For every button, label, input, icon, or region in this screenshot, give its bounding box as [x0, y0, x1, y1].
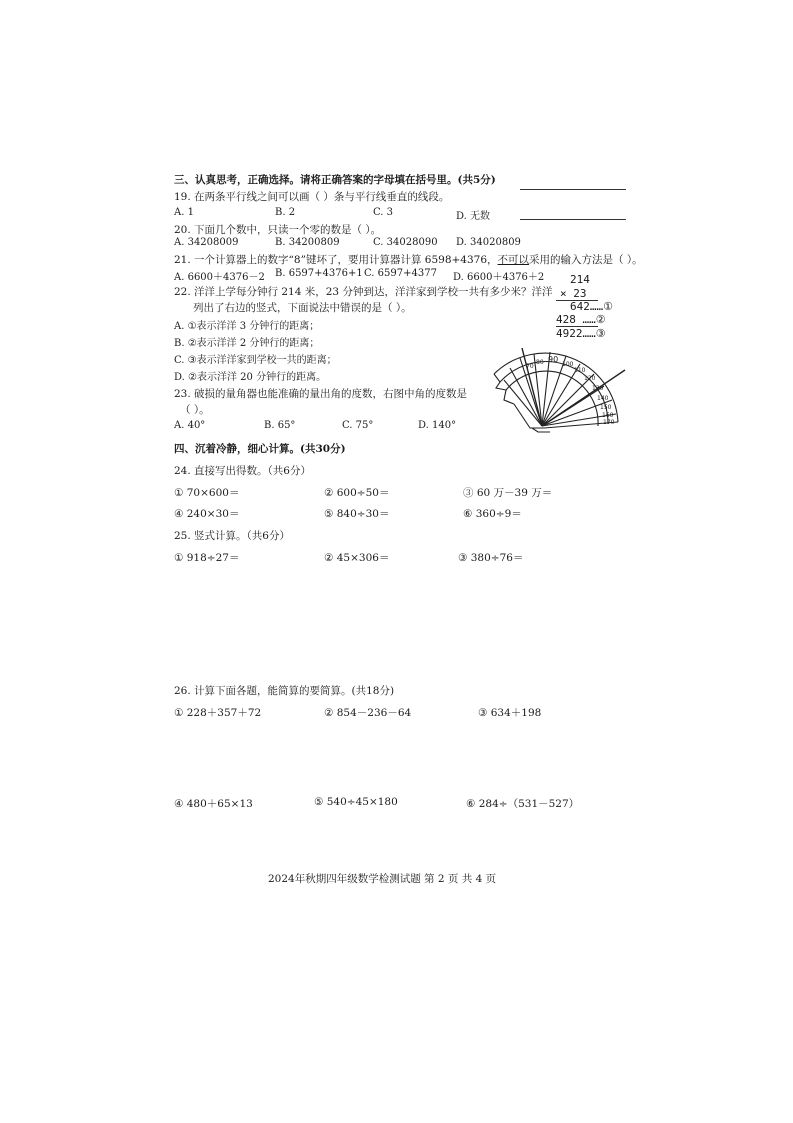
q20-option-d: D. 34020809 — [456, 237, 521, 248]
q19-option-d: D. 无数 — [456, 211, 491, 222]
score-line — [520, 189, 626, 190]
q21-option-b: B. 6597+4376+1 — [275, 268, 363, 279]
q25-item-1: ① 918÷27＝ — [174, 552, 240, 564]
q23-option-b: B. 65° — [264, 420, 296, 431]
q21-stem-part3: 采用的输入方法是（ ）。 — [529, 254, 643, 266]
protractor-label: 150 — [600, 404, 612, 411]
q26-item-3: ③ 634＋198 — [478, 707, 542, 719]
q19-option-c: C. 3 — [373, 207, 394, 218]
q24-item-4: ④ 240×30＝ — [174, 508, 240, 520]
section-4-title: 四、沉着冷静，细心计算。(共30分) — [174, 443, 346, 455]
q21-stem-part1: 21. 一个计算器上的数字“8”键坏了，要用计算器计算 6598+4376， — [174, 254, 498, 266]
q26-item-5: ⑤ 540÷45×180 — [314, 796, 398, 808]
q26-item-1: ① 228＋357＋72 — [174, 707, 262, 719]
protractor-label: 130 — [592, 385, 604, 392]
q20-stem: 20. 下面几个数中，只读一个零的数是（ ）。 — [174, 224, 382, 236]
section-3-title: 三、认真思考，正确选择。请将正确答案的字母填在括号里。(共5分) — [174, 174, 496, 186]
page-footer: 2024年秋期四年级数学检测试题 第 2 页 共 4 页 — [268, 873, 497, 885]
q20-option-a: A. 34208009 — [174, 237, 239, 248]
q21-option-c: C. 6597+4377 — [364, 268, 437, 279]
q22-option-c: C. ③表示洋洋家到学校一共的距离； — [174, 355, 337, 366]
q19-option-a: A. 1 — [174, 207, 194, 218]
q21-stem — [174, 252, 643, 267]
q23-stem-line1: 23. 破损的量角器也能准确的量出角的度数，右图中角的度数是 — [174, 388, 468, 400]
q20-option-c: C. 34028090 — [373, 237, 438, 248]
q21-emphasis: 不可以 — [497, 254, 530, 266]
protractor-label: 70 — [526, 363, 534, 370]
protractor-figure — [470, 340, 630, 440]
q24-item-6: ⑥ 360÷9＝ — [463, 508, 522, 520]
q23-option-d: D. 140° — [418, 420, 457, 431]
q26-item-6: ⑥ 284÷（531－527） — [466, 798, 580, 810]
q22-option-d: D. ②表示洋洋 20 分钟行的距离。 — [174, 372, 327, 383]
q26-item-4: ④ 480＋65×13 — [174, 798, 253, 810]
q22-option-a: A. ①表示洋洋 3 分钟行的距离； — [174, 321, 320, 332]
q21-option-a: A. 6600＋4376－2 — [174, 272, 265, 283]
vertical-calc-product: 4922……③ — [556, 327, 606, 340]
protractor-label: 110 — [574, 367, 586, 374]
q22-stem-line2: 列出了右边的竖式，下面说法中错误的是（ ）。 — [193, 302, 412, 314]
q23-option-a: A. 40° — [174, 420, 206, 431]
vertical-calc-multiplicand: 214 — [570, 273, 590, 286]
q19-option-b: B. 2 — [275, 207, 296, 218]
score-line — [520, 219, 626, 220]
q24-stem: 24. 直接写出得数。（共6分） — [174, 465, 311, 477]
q24-item-5: ⑤ 840÷30＝ — [324, 508, 390, 520]
q21-option-d: D. 6600＋4376＋2 — [453, 272, 545, 283]
protractor-label: 140 — [597, 395, 609, 402]
q24-item-3: ③ 60 万－39 万＝ — [463, 487, 553, 499]
q20-option-b: B. 34200809 — [275, 237, 340, 248]
protractor-label: 170 — [603, 419, 615, 426]
vertical-calc-multiplier: × 23 — [560, 287, 587, 300]
q22-option-b: B. ②表示洋洋 2 分钟行的距离； — [174, 338, 320, 349]
protractor-label: 100 — [562, 361, 574, 368]
q25-stem: 25. 竖式计算。（共6分） — [174, 530, 290, 542]
q22-stem-line1: 22. 洋洋上学每分钟行 214 米，23 分钟到达，洋洋家到学校一共有多少米？洋洋 — [174, 286, 553, 298]
q26-item-2: ② 854－236－64 — [324, 707, 412, 719]
protractor-label: 120 — [584, 375, 596, 382]
q24-item-2: ② 600÷50＝ — [324, 487, 390, 499]
q24-item-1: ① 70×600＝ — [174, 487, 240, 499]
q23-option-c: C. 75° — [342, 420, 374, 431]
q26-stem: 26. 计算下面各题，能简算的要简算。(共18分) — [174, 685, 395, 697]
q25-item-2: ② 45×306＝ — [324, 552, 390, 564]
q23-stem-line2: （ ）。 — [180, 404, 210, 416]
vertical-calc-partial-2: 428 ……② — [556, 313, 606, 326]
protractor-label: 160 — [602, 412, 614, 419]
protractor-label: 90 — [548, 355, 559, 364]
q19-stem: 19. 在两条平行线之间可以画（ ）条与平行线垂直的线段。 — [174, 191, 450, 203]
q25-item-3: ③ 380÷76＝ — [458, 552, 524, 564]
protractor-label: 80 — [536, 359, 544, 366]
vertical-calc-partial-1: 642……① — [570, 300, 613, 313]
